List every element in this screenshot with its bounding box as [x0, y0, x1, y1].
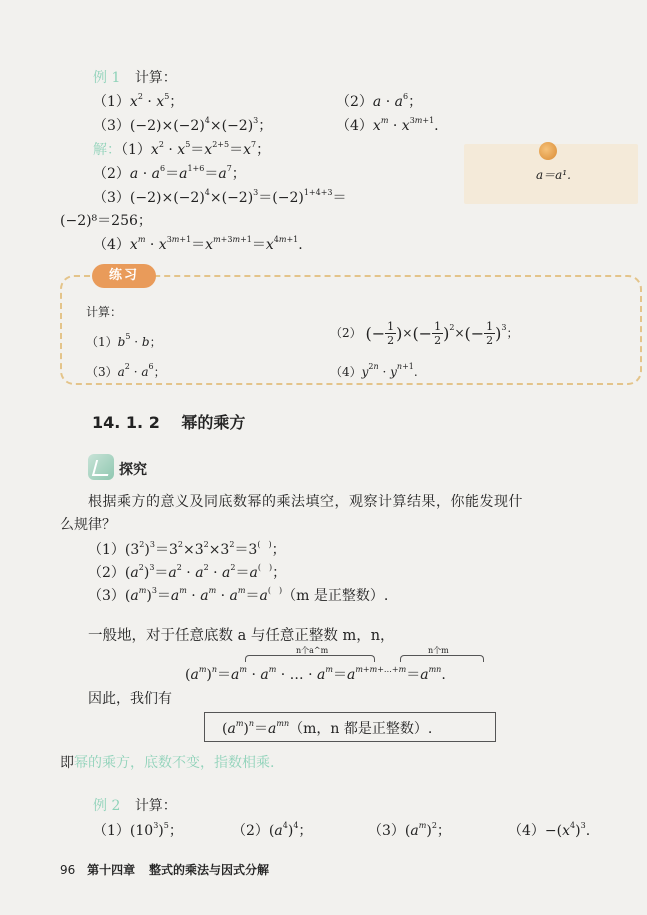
example1-label: 例 1 [93, 70, 121, 86]
example2-title: 计算： [134, 798, 177, 814]
example1-q1: $(1)x^2 \cdot x^5$； [93, 92, 184, 110]
example2-q1: $(1)(10^3)^5$； [93, 821, 183, 839]
explore-e2: $(2)(a^2)^3=a^2 \cdot a^2 \cdot a^2=a^{( )}$； [88, 563, 287, 581]
example2-q3: $(3)(a^m)^2$； [368, 821, 451, 839]
hence-text: 因此，我们有 [88, 691, 172, 707]
example2-label: 例 2 [93, 798, 121, 814]
solution1-s2: $(2)a \cdot a^6=a^{1+6}=a^7$； [93, 164, 246, 182]
explore-para-line2: 么规律？ [60, 517, 116, 533]
footer [60, 861, 269, 878]
practice-prompt: 计算： [86, 305, 123, 319]
explore-e1: $(1)(3^2)^3=3^2\times 3^2\times 3^2=3^{( )}$； [88, 540, 286, 558]
section-heading [92, 410, 245, 433]
chapter-title: 整式的乘法与因式分解 [148, 863, 269, 877]
practice-tab: 练习 [92, 264, 156, 288]
example1-q3: $(3)(-2)\times(-2)^4\times(-2)^3$； [93, 116, 273, 134]
solution1-s3-cont: (−2)⁸＝256； [60, 213, 152, 229]
brace-right [400, 655, 484, 662]
example1-q2: $(2)a \cdot a^6$； [336, 92, 423, 110]
practice-p2: （2） (− $\frac{1}{2}$ )×(− $\frac{1}{2}$ )$^2$×(− $\frac{1}{2}$ )$^3$； [330, 320, 519, 347]
general-formula: $(a^m)^n=a^m \cdot a^m$ · … · $a^m=a^{m+m+\dots+m}=a^{mn}$. [185, 665, 446, 683]
practice-p1: $(1)b^5 \cdot b$； [86, 332, 162, 349]
example2-heading [93, 795, 177, 815]
section-title: 幂的乘方 [181, 413, 246, 432]
example1-title: 计算： [134, 70, 177, 86]
general-statement: 一般地，对于任意底数 a 与任意正整数 m，n， [88, 628, 395, 644]
solution-label: 解： [93, 142, 121, 158]
margin-note [464, 144, 638, 204]
section-number: 14. 1. 2 [92, 413, 160, 432]
practice-p4: $(4)y^{2n} \cdot y^{n+1}$. [330, 362, 418, 379]
note-dot-icon [539, 142, 557, 160]
example1-q4: $(4)x^m \cdot x^{3m+1}$. [336, 116, 439, 134]
page-number: 96 [60, 863, 76, 877]
conclusion-rule: 幂的乘方，底数不变，指数相乘. [74, 755, 275, 771]
explore-icon [88, 454, 114, 480]
conclusion: 即幂的乘方，底数不变，指数相乘. [60, 755, 275, 771]
margin-note-text: a＝a¹. [536, 168, 571, 182]
explore-title: 探究 [119, 462, 147, 478]
explore-para-line1: 根据乘方的意义及同底数幂的乘法填空，观察计算结果，你能发现什 [88, 494, 523, 510]
brace-left [245, 655, 375, 662]
solution1-s4: $(4)x^m \cdot x^{3m+1}=x^{m+3m+1}=x^{4m+1}$. [93, 235, 303, 253]
brace-right-label: n个m [428, 646, 449, 655]
example2-q4: $(4)-(x^4)^3$. [508, 821, 591, 839]
solution1-s3: $(3)(-2)\times(-2)^4\times(-2)^3=(-2)^{1+4+3}=$ [93, 188, 347, 206]
example1-heading [93, 67, 177, 87]
brace-left-label: n个a^m [296, 646, 329, 655]
solution1-s1: 解：$(1)x^2 \cdot x^5=x^{2+5}=x^7$； [93, 140, 271, 158]
example2-q2: $(2)(a^4)^4$； [232, 821, 313, 839]
explore-e3: $(3)(a^m)^3=a^m \cdot a^m \cdot a^m=a^{( )}(m$ 是正整数）. [88, 586, 389, 604]
rule-formula: $(a^m)^n=a^{mn}(m$，n 都是正整数）. [222, 719, 433, 737]
chapter-label: 第十四章 [87, 863, 136, 877]
practice-p3: $(3)a^2 \cdot a^6$； [86, 362, 166, 379]
